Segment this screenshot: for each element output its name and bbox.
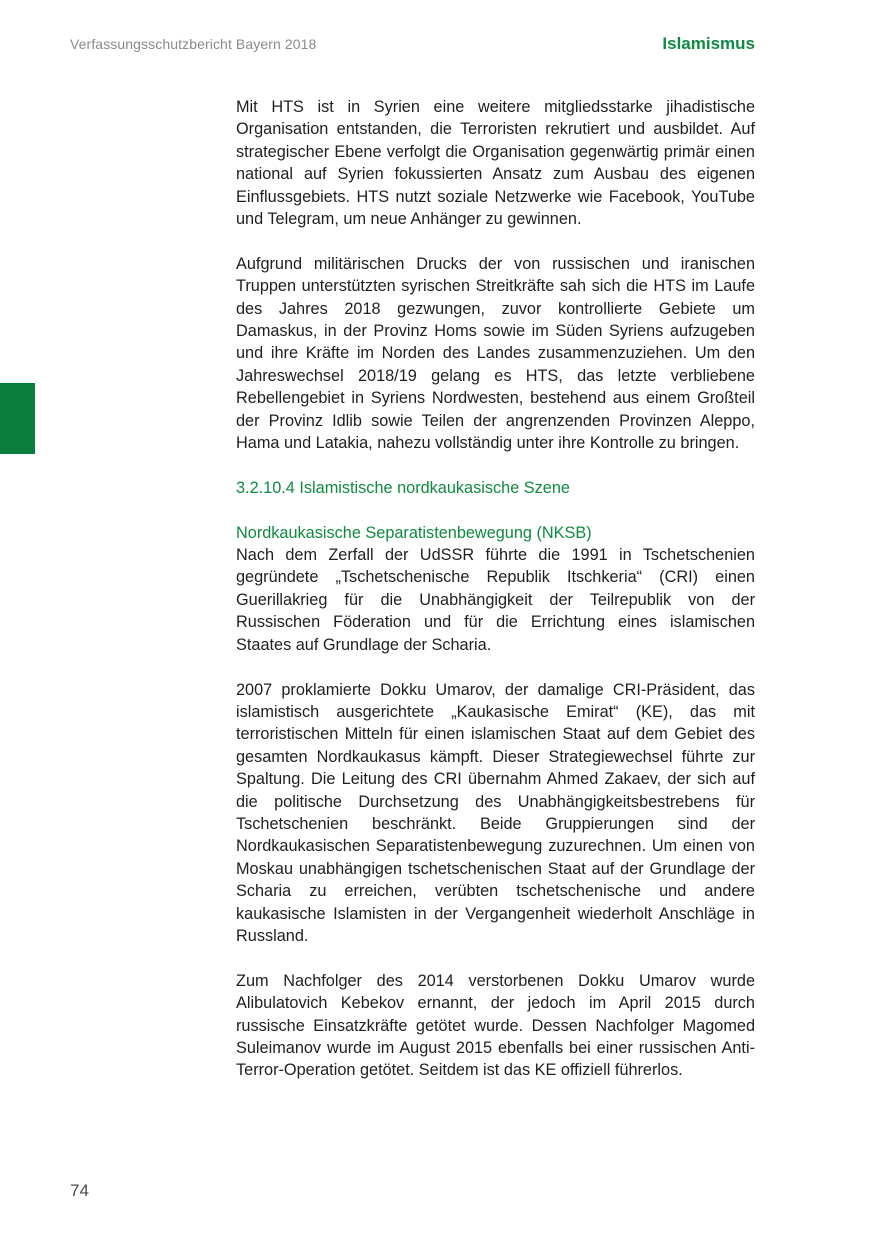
paragraph-caucasus-emirate: 2007 proklamierte Dokku Umarov, der damalige CRI-Präsident, das islamistisch ausgerichtete „Kaukasische Emirat“ (KE), das mit terroristischen Mitteln für einen islamischen Staat auf dem Gebiet des gesamten Nordkaukasus kämpft. Dieser Strategiewechsel führte zur Spaltung. Die Leitung des CRI übernahm Ahmed Zakaev, der sich auf die politische Durchsetzung des Unabhängigkeitsbestrebens für Tschetschenien beschränkt. Beide Gruppierungen sind der Nordkaukasischen Separatistenbewegung zuzurechnen. Um einen von Moskau unabhängigen tschetschenischen Staat auf der Grundlage der Scharia zu erreichen, verübten tschetschenische und andere kaukasische Islamisten in der Vergangenheit wiederholt Anschläge in Russland. xyxy=(236,680,755,945)
sub-heading: Nordkaukasische Separatistenbewegung (NKSB) xyxy=(236,523,592,542)
page-body xyxy=(236,96,755,1104)
paragraph-ke-leadership: Zum Nachfolger des 2014 verstorbenen Dokku Umarov wurde Alibulatovich Kebekov ernannt, der jedoch im April 2015 durch russische Einsatzkräfte getötet wurde. Dessen Nachfolger Magomed Suleimanov wurde im August 2015 ebenfalls bei einer russischen Anti-Terror-Operation getötet. Seitdem ist das KE offiziell führerlos. xyxy=(236,971,755,1080)
running-header-title: Verfassungsschutzbericht Bayern 2018 xyxy=(70,36,317,52)
paragraph-hts-military-pressure: Aufgrund militärischen Drucks der von russischen und iranischen Truppen unterstützten syrischen Streitkräfte sah sich die HTS im Laufe des Jahres 2018 gezwungen, zuvor kontrollierte Gebiete um Damaskus, in der Provinz Homs sowie im Süden Syriens aufzugeben und ihre Kräfte im Norden des Landes zusammenzuziehen. Um den Jahreswechsel 2018/19 gelang es HTS, das letzte verbliebene Rebellengebiet in Syriens Nordwesten, bestehend aus einem Großteil der Provinz Idlib sowie Teilen der angrenzenden Provinzen Aleppo, Hama und Latakia, nahezu vollständig unter ihre Kontrolle zu bringen. xyxy=(236,254,755,453)
chapter-marker-tab xyxy=(0,383,35,454)
page-number: 74 xyxy=(70,1181,89,1200)
paragraph-hts-organisation: Mit HTS ist in Syrien eine weitere mitgliedsstarke jihadistische Organisation entstanden, die Terroristen rekrutiert und ausbildet. Auf strategischer Ebene verfolgt die Organisation gegenwärtig primär einen national auf Syrien fokussierten Ansatz zum Ausbau des eigenen Einflussgebiets. HTS nutzt soziale Netzwerke wie Facebook, YouTube und Telegram, um neue Anhänger zu gewinnen. xyxy=(236,98,755,229)
chapter-title: Islamismus xyxy=(662,34,755,53)
paragraph-cri-history: Nach dem Zerfall der UdSSR führte die 1991 in Tschetschenien gegründete „Tschetschenische Republik Itschkeria“ (CRI) einen Guerillakrieg für die Unabhängigkeit der Teilrepublik von der Russischen Föderation und für die Errichtung eines islamischen Staates auf Grundlage der Scharia. xyxy=(236,546,755,654)
section-heading: 3.2.10.4 Islamistische nordkaukasische Szene xyxy=(236,478,570,497)
